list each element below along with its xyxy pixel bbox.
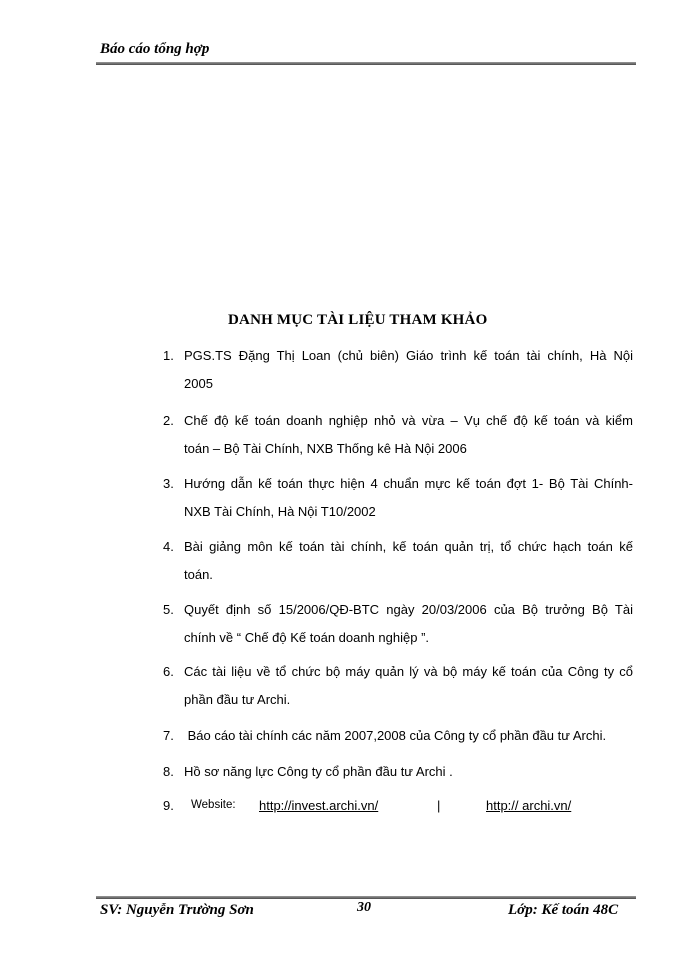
reference-text-line1: Quyết định số 15/2006/QĐ-BTC ngày 20/03/2006 của Bộ trưởng Bộ Tài [184, 602, 633, 617]
reference-text-line2: chính về “ Chế độ Kế toán doanh nghiệp ”. [184, 630, 430, 645]
reference-text-line1: Chế độ kế toán doanh nghiệp nhỏ và vừa – Vụ chế độ kế toán và kiểm [184, 413, 633, 428]
reference-text-line2: toán. [184, 567, 213, 582]
footer-rule [96, 896, 636, 899]
reference-text-line1: Bài giảng môn kế toán tài chính, kế toán quản trị, tổ chức hạch toán kế [184, 539, 633, 554]
website-link-invest[interactable]: http://invest.archi.vn/ [259, 798, 379, 813]
reference-text-line2: phần đầu tư Archi. [184, 692, 291, 707]
reference-text-line2: NXB Tài Chính, Hà Nội T10/2002 [184, 504, 376, 519]
reference-number: 2. [163, 413, 174, 428]
header-title: Báo cáo tổng hợp [100, 41, 210, 57]
website-separator: | [437, 798, 441, 813]
reference-text-line1: Báo cáo tài chính các năm 2007,2008 của Công ty cổ phần đầu tư Archi. [184, 728, 607, 743]
reference-text-line1: Hướng dẫn kế toán thực hiện 4 chuẩn mực kế toán đợt 1- Bộ Tài Chính- [184, 476, 633, 491]
reference-number: 5. [163, 602, 174, 617]
reference-text-line1: Hồ sơ năng lực Công ty cổ phần đầu tư Archi . [184, 764, 453, 779]
reference-number: 3. [163, 476, 174, 491]
website-link-archi[interactable]: http:// archi.vn/ [486, 798, 572, 813]
reference-text-line2: 2005 [184, 376, 213, 391]
reference-number: 9. [163, 798, 174, 813]
reference-number: 6. [163, 664, 174, 679]
reference-text-line2: toán – Bộ Tài Chính, NXB Thống kê Hà Nội 2006 [184, 441, 467, 456]
footer-student-name: SV: Nguyễn Trường Sơn [100, 902, 254, 918]
page-number: 30 [357, 900, 371, 915]
reference-number: 7. [163, 728, 174, 743]
reference-number: 1. [163, 348, 174, 363]
footer-class-name: Lớp: Kế toán 48C [508, 902, 619, 918]
reference-number: 4. [163, 539, 174, 554]
reference-text-line1: Các tài liệu về tổ chức bộ máy quản lý và bộ máy kế toán của Công ty cổ [184, 664, 633, 679]
reference-text-line1: PGS.TS Đặng Thị Loan (chủ biên) Giáo trình kế toán tài chính, Hà Nội [184, 348, 633, 363]
website-label: Website: [191, 799, 236, 811]
reference-number: 8. [163, 764, 174, 779]
page-title: DANH MỤC TÀI LIỆU THAM KHẢO [228, 312, 488, 328]
